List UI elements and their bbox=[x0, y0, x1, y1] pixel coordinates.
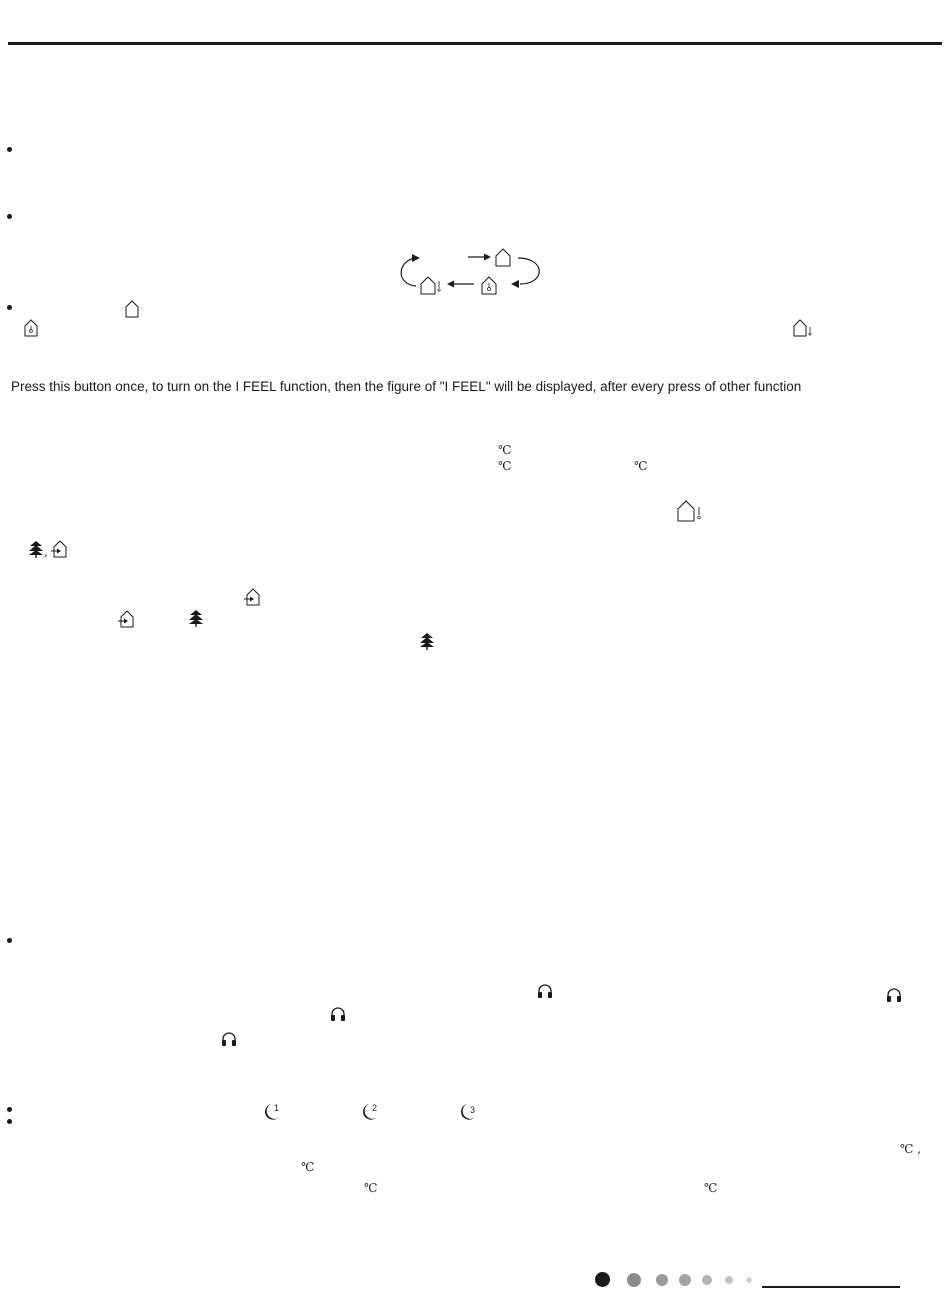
air-exchange-house-icon bbox=[117, 610, 135, 628]
header-rule bbox=[8, 42, 942, 45]
bullet bbox=[7, 147, 12, 152]
bullet bbox=[7, 938, 12, 943]
house-down-arrow-icon bbox=[677, 500, 705, 522]
separator-comma: , bbox=[44, 545, 48, 559]
sleep-level-label: 2 bbox=[372, 1103, 378, 1113]
degree-symbol: ℃ bbox=[634, 459, 648, 473]
tree-icon bbox=[419, 632, 435, 650]
moon-icon bbox=[456, 1101, 482, 1121]
temperature-display-cycle-diagram bbox=[390, 246, 550, 298]
degree-symbol: ℃ bbox=[301, 1160, 315, 1174]
degree-symbol: ℃ , bbox=[900, 1142, 922, 1156]
indicator-dot bbox=[725, 1276, 733, 1284]
bullet bbox=[7, 214, 12, 219]
degree-symbol: ℃ bbox=[498, 443, 512, 457]
air-exchange-house-icon bbox=[243, 588, 261, 606]
indicator-dot bbox=[595, 1272, 610, 1287]
house-thermometer-icon bbox=[24, 319, 38, 337]
indicator-dot bbox=[656, 1274, 668, 1286]
tree-icon bbox=[188, 609, 204, 627]
headphones-icon bbox=[886, 987, 902, 1003]
footer-underline bbox=[762, 1286, 900, 1288]
moon-icon bbox=[260, 1101, 286, 1121]
tree-icon bbox=[28, 540, 44, 558]
page-indicator bbox=[593, 1271, 763, 1291]
indicator-dot bbox=[627, 1273, 641, 1287]
bullet bbox=[7, 305, 12, 310]
degree-symbol: ℃ bbox=[704, 1181, 718, 1195]
headphones-icon bbox=[221, 1031, 237, 1047]
headphones-icon bbox=[330, 1006, 346, 1022]
degree-symbol: ℃ bbox=[498, 459, 512, 473]
sleep-level-label: 1 bbox=[274, 1103, 280, 1113]
indicator-dot bbox=[679, 1274, 691, 1286]
degree-symbol: ℃ bbox=[364, 1181, 378, 1195]
house-outline-icon bbox=[125, 300, 139, 318]
headphones-icon bbox=[537, 983, 553, 999]
indicator-dot bbox=[746, 1277, 752, 1283]
sleep-level-label: 3 bbox=[470, 1105, 476, 1115]
bullet bbox=[7, 1107, 12, 1112]
bullet bbox=[7, 1119, 12, 1124]
house-down-arrow-icon bbox=[793, 319, 815, 337]
indicator-dot bbox=[702, 1275, 712, 1285]
air-exchange-house-icon bbox=[50, 540, 68, 558]
i-feel-description: Press this button once, to turn on the I FEEL function, then the figure of "I FEEL" will be displayed, after every press of other function bbox=[11, 379, 802, 394]
moon-icon bbox=[358, 1101, 384, 1121]
